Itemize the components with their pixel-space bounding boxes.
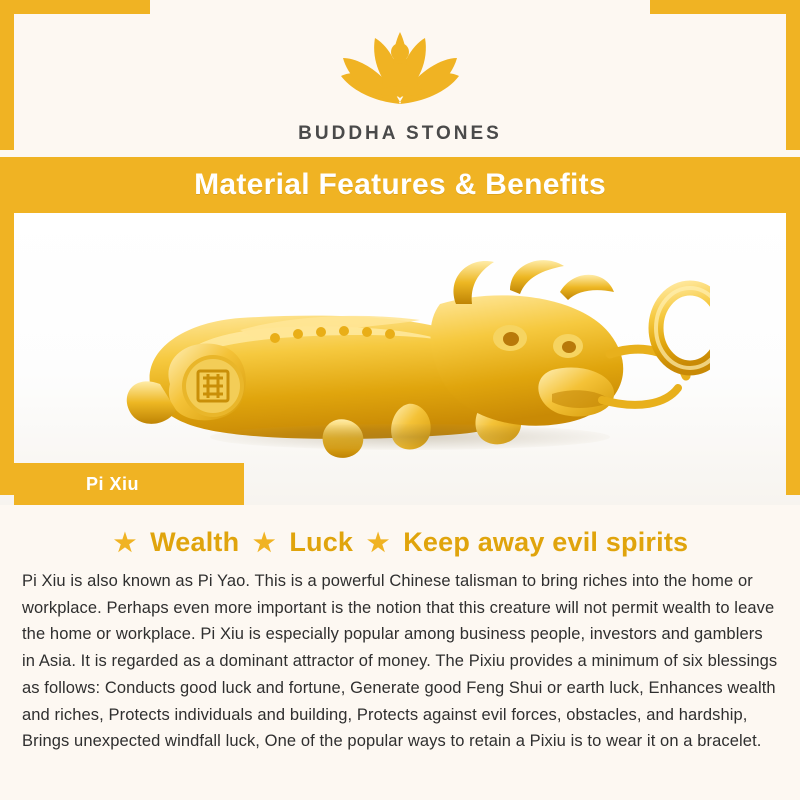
product-caption: Pi Xiu <box>86 473 140 494</box>
brand-name: BUDDHA STONES <box>298 123 502 144</box>
benefit-item-2: Keep away evil spirits <box>403 527 689 557</box>
benefit-item-1: Luck <box>289 527 354 557</box>
page-title: Material Features & Benefits <box>194 168 606 201</box>
corner-frame-mid-right <box>786 195 800 495</box>
gold-pixiu-pendant <box>90 234 710 484</box>
lotus-meditation-icon <box>0 18 800 119</box>
description-section <box>0 505 800 765</box>
benefits-line <box>22 527 778 558</box>
star-icon: ★ <box>253 529 276 557</box>
product-shadow <box>210 424 610 450</box>
product-caption-tab <box>14 463 244 505</box>
star-icon: ★ <box>113 529 137 557</box>
benefit-item-0: Wealth <box>150 527 240 557</box>
description-text: Pi Xiu is also known as Pi Yao. This is a powerful Chinese talisman to bring riches into the home or workplace. Perhaps even more important is the notion that this creature will not permit wealth to leave the home or workplace. Pi Xiu is especially popular among business people, investors and gamblers in Asia. It is regarded as a dominant attractor of money. The Pixiu provides a minimum of six blessings as follows: Conducts good luck and fortune, Generate good Feng Shui or earth luck, Enhances wealth and riches, Protects individuals and building, Protects against evil forces, obstacles, and hardship, Brings unexpected windfall luck, One of the popular ways to retain a Pixiu is to wear it on a bracelet. <box>22 572 778 751</box>
brand-header <box>0 0 800 145</box>
corner-frame-mid-left <box>0 195 14 495</box>
star-icon: ★ <box>366 529 390 557</box>
section-title-band <box>0 157 800 213</box>
product-image-area <box>0 213 800 505</box>
